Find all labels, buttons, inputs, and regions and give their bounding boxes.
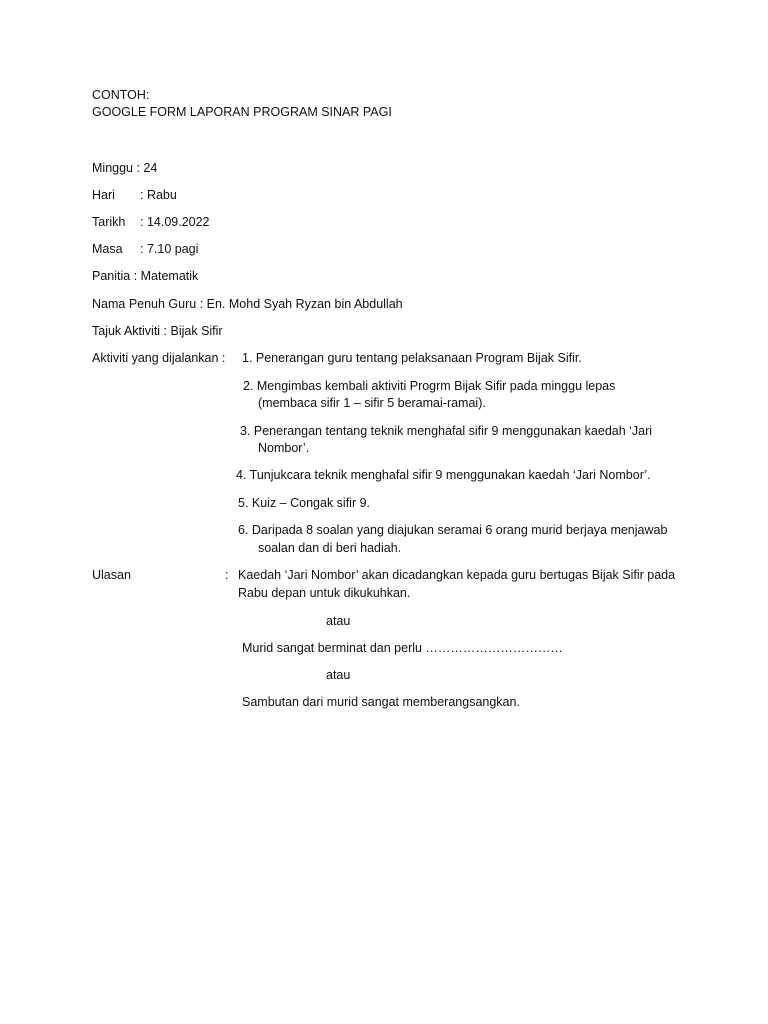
field-tajuk: Tajuk Aktiviti : Bijak Sifir bbox=[92, 324, 223, 338]
aktiviti-label: Aktiviti yang dijalankan : bbox=[92, 351, 226, 365]
field-tarikh-label: Tarikh bbox=[92, 215, 126, 229]
aktiviti-item-3: 3. Penerangan tentang teknik menghafal sifir 9 menggunakan kaedah ‘Jari bbox=[240, 424, 653, 438]
ulasan-option-3: Sambutan dari murid sangat memberangsangkan. bbox=[242, 695, 520, 709]
heading-contoh: CONTOH: bbox=[92, 88, 150, 102]
field-nama-guru: Nama Penuh Guru : En. Mohd Syah Ryzan bin Abdullah bbox=[92, 297, 403, 311]
aktiviti-item-3-cont: Nombor’. bbox=[258, 441, 310, 455]
ulasan-atau-1: atau bbox=[326, 614, 351, 628]
field-tarikh-value: : 14.09.2022 bbox=[140, 215, 210, 229]
ulasan-colon: : bbox=[225, 568, 229, 582]
aktiviti-item-6: 6. Daripada 8 soalan yang diajukan seramai 6 orang murid berjaya menjawab bbox=[238, 523, 668, 537]
aktiviti-item-2-cont: (membaca sifir 1 – sifir 5 beramai-ramai). bbox=[258, 396, 486, 410]
field-masa-value: : 7.10 pagi bbox=[140, 242, 199, 256]
aktiviti-item-1: 1. Penerangan guru tentang pelaksanaan Program Bijak Sifir. bbox=[242, 351, 582, 365]
field-minggu: Minggu : 24 bbox=[92, 161, 158, 175]
aktiviti-item-6-cont: soalan dan di beri hadiah. bbox=[258, 541, 402, 555]
field-hari-label: Hari bbox=[92, 188, 115, 202]
ulasan-atau-2: atau bbox=[326, 668, 351, 682]
aktiviti-item-4: 4. Tunjukcara teknik menghafal sifir 9 menggunakan kaedah ‘Jari Nombor’. bbox=[236, 468, 651, 482]
field-masa-label: Masa bbox=[92, 242, 123, 256]
field-hari-value: : Rabu bbox=[140, 188, 177, 202]
ulasan-option-2: Murid sangat berminat dan perlu …………………………… bbox=[242, 641, 563, 655]
heading-title: GOOGLE FORM LAPORAN PROGRAM SINAR PAGI bbox=[92, 105, 392, 119]
ulasan-label: Ulasan bbox=[92, 568, 131, 582]
aktiviti-item-5: 5. Kuiz – Congak sifir 9. bbox=[238, 496, 371, 510]
ulasan-line-1: Kaedah ‘Jari Nombor’ akan dicadangkan kepada guru bertugas Bijak Sifir pada bbox=[238, 568, 676, 582]
field-panitia: Panitia : Matematik bbox=[92, 269, 199, 283]
aktiviti-item-2: 2. Mengimbas kembali aktiviti Progrm Bijak Sifir pada minggu lepas bbox=[243, 379, 616, 393]
ulasan-line-2: Rabu depan untuk dikukuhkan. bbox=[238, 586, 411, 600]
